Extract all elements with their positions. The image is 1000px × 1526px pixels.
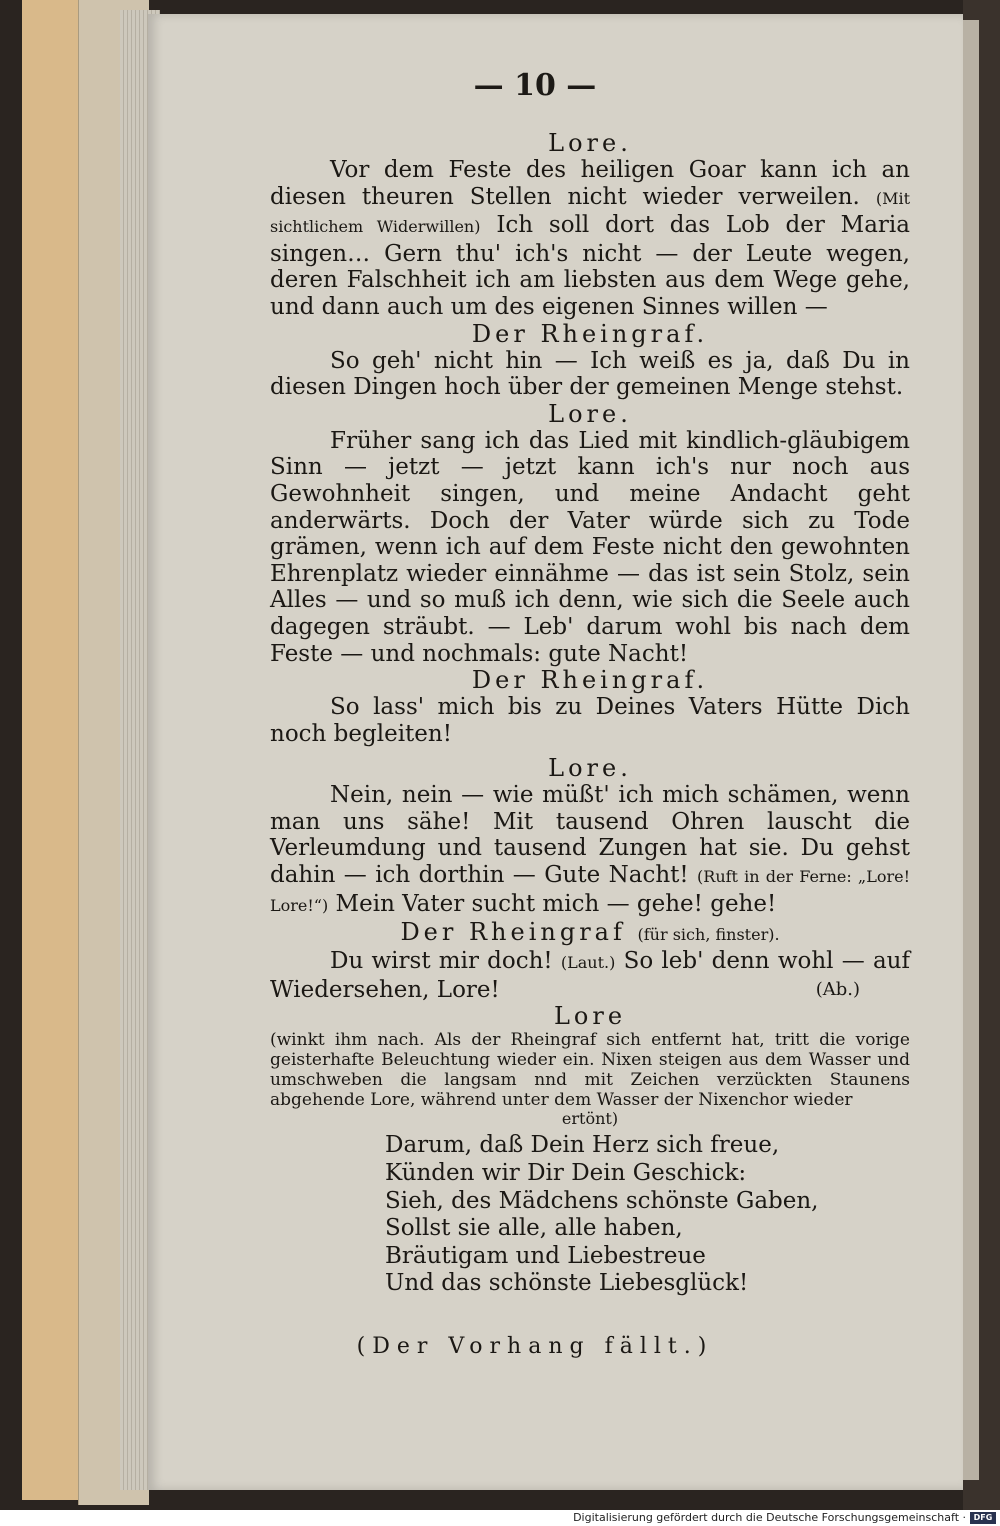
speech-text: Du wirst mir doch! xyxy=(330,948,561,975)
speech-text: So geh' nicht hin — Ich weiß es ja, daß Du in diesen Dingen hoch über der gemeinen Menge stehst. xyxy=(270,347,910,401)
song-line: Und das schönste Liebesglück! xyxy=(385,1270,749,1297)
speech-text: Vor dem Feste des heiligen Goar kann ich an diesen theuren Stellen nicht wieder verweilen. xyxy=(270,157,910,210)
speech-text: Früher sang ich das Lied mit kindlich-gläubigem Sinn — jetzt — jetzt kann ich's nur noch aus Gewohnheit singen, und meine Andacht geht anderwärts. Doch der Vater würde sich zu Tode grämen, wenn ich auf dem Feste nicht den gewohnten Ehrenplatz wieder einnähme — das ist sein Stolz, sein Alles — und so muß ich denn, wie sich die Seele auch dagegen sträubt. — Leb' darum wohl bis nach dem Feste — und nochmals: gute Nacht! xyxy=(270,427,910,667)
speaker-name: Der Rheingraf. xyxy=(471,319,709,348)
speaker-name: Lore. xyxy=(548,129,632,157)
next-page-edge xyxy=(963,20,979,1480)
speaker-name: Lore. xyxy=(548,754,632,783)
exit-direction: (Ab.) xyxy=(815,978,860,1000)
speaker-name: Der Rheingraf. xyxy=(471,666,709,695)
speaker-name: Lore. xyxy=(548,399,632,428)
speech xyxy=(270,348,910,401)
stage-direction-block: (winkt ihm nach. Als der Rheingraf sich entfernt hat, tritt die vorige geisterhafte Beleuchtung wieder ein. Nixen steigen aus dem Wasser und umschweben die langsam nnd mit Zeichen verzückten Staunens abgehende Lore, während unter dem Wasser der Nixenchor wieder xyxy=(270,1030,910,1111)
speech-text: Ich soll dort das Lob der Maria singen… Gern thu' ich's nicht — der Leute wegen, deren Falschheit ich am liebsten aus dem Wege gehe, und dann auch um des eigenen Sinnes willen — xyxy=(270,212,910,320)
speaker-name: Der Rheingraf xyxy=(400,918,626,947)
speech xyxy=(270,948,910,1003)
footer-credit: Digitalisierung gefördert durch die Deutsche Forschungsgemeinschaft · xyxy=(573,1511,966,1524)
speech xyxy=(270,428,910,667)
speech-text: Mein Vater sucht mich — gehe! gehe! xyxy=(328,890,777,917)
footer-bar xyxy=(0,1510,1000,1526)
curtain-direction: (Der Vorhang fällt.) xyxy=(356,1334,714,1359)
song-line: Sollst sie alle, alle haben, xyxy=(385,1215,683,1242)
song-line: Darum, daß Dein Herz sich freue, xyxy=(385,1132,780,1159)
dfg-logo: DFG xyxy=(970,1512,996,1524)
song-line: Sieh, des Mädchens schönste Gaben, xyxy=(385,1187,819,1214)
stage-direction: (Ruft in der Ferne: „Lore! Lore!“) xyxy=(270,867,911,915)
speech-text: So lass' mich bis zu Deines Vaters Hütte Dich noch begleiten! xyxy=(270,694,910,747)
song-verse xyxy=(385,1132,910,1298)
speech xyxy=(270,694,910,747)
speaker-line xyxy=(270,919,910,948)
stage-direction: (für sich, finster). xyxy=(637,925,780,945)
stage-direction: (Mit sichtlichem Widerwillen) xyxy=(270,188,910,237)
page-text xyxy=(270,130,910,1359)
song-line: Bräutigam und Liebestreue xyxy=(385,1242,706,1269)
stage-direction: (Laut.) xyxy=(560,953,616,973)
song-line: Künden wir Dir Dein Geschick: xyxy=(385,1160,747,1187)
speaker-name: Lore xyxy=(553,1002,627,1031)
speech xyxy=(270,157,910,321)
speech-text: So leb' denn wohl — auf Wiedersehen, Lore! xyxy=(270,948,911,1003)
speech-text: Nein, nein — wie müßt' ich mich schämen, wenn man uns sähe! Mit tausend Ohren lauscht die Verleumdung und tausend Zungen hat sie. Du gehst dahin — ich dorthin — Gute Nacht! xyxy=(270,782,910,889)
speech xyxy=(270,782,910,919)
stage-direction-end: ertönt) xyxy=(561,1109,619,1129)
page-number: — 10 — xyxy=(473,68,597,103)
